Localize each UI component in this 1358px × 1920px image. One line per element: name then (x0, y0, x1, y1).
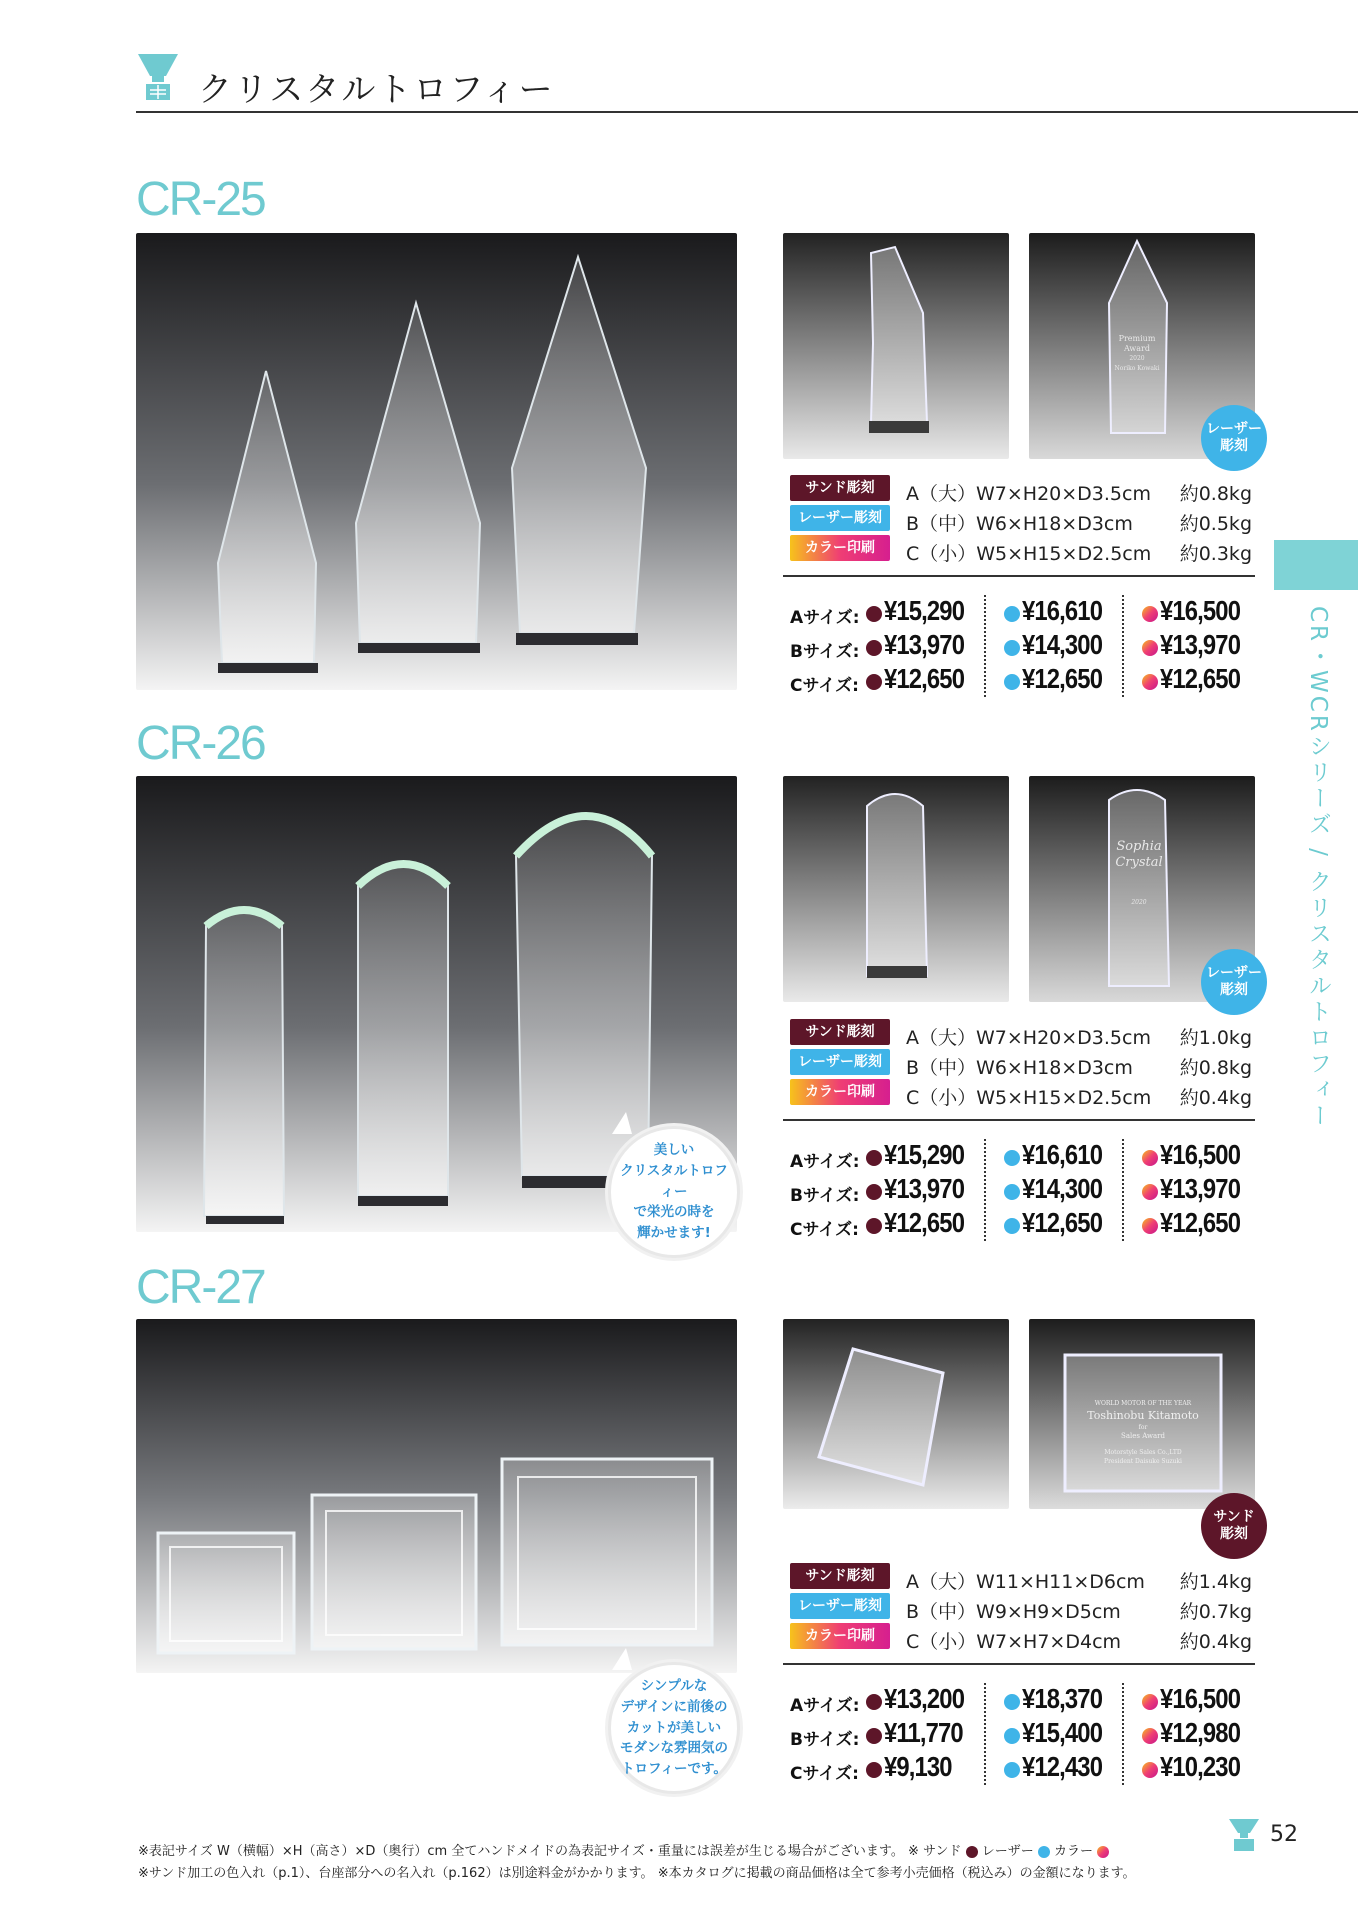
laser-engrave-badge: レーザー 彫刻 (1201, 405, 1267, 471)
spec-weight: 約0.4kg (1179, 1631, 1252, 1653)
speech-bubble: 美しい クリスタルトロフィー で栄光の時を 輝かせます! (608, 1126, 740, 1258)
price-label-a: Aサイズ: (790, 1696, 860, 1716)
footer-note-1 (138, 1840, 1109, 1859)
sand-dot-icon (866, 640, 882, 656)
product-photo-side (783, 1319, 1009, 1509)
product-photo-side (783, 233, 1009, 459)
price-separator (984, 1683, 986, 1785)
price-laser: ¥12,650 (1022, 1207, 1103, 1238)
laser-dot-icon (1004, 1150, 1020, 1166)
sand-dot-icon (866, 1218, 882, 1234)
laser-engrave-badge: レーザー彫刻 (790, 1593, 890, 1619)
product-photo-main (136, 1319, 737, 1673)
laser-engrave-badge: レーザー彫刻 (790, 1049, 890, 1075)
laser-dot-icon (1004, 1762, 1020, 1778)
price-sand: ¥12,650 (884, 663, 965, 694)
spec-size: C（小）W5×H15×D2.5cm (906, 543, 1152, 565)
model-title: CR-27 (136, 1261, 265, 1314)
color-dot-icon (1142, 640, 1158, 656)
side-tab-label: CR・WCRシリーズ / クリスタルトロフィー (1305, 606, 1331, 1130)
price-color: ¥12,650 (1160, 663, 1241, 694)
price-label-b: Bサイズ: (790, 642, 860, 662)
price-color: ¥13,970 (1160, 629, 1241, 660)
price-laser: ¥12,430 (1022, 1751, 1103, 1782)
price-laser: ¥16,610 (1022, 595, 1103, 626)
color-dot-icon (1142, 1218, 1158, 1234)
footer-note-text: ※表記サイズ W（横幅）×H（高さ）×D（奥行）cm 全てハンドメイドの為表記サイズ・重量には誤差が生じる場合がございます。 ※ サンド (138, 1844, 962, 1859)
spec-weight: 約1.0kg (1179, 1027, 1252, 1049)
price-sand: ¥13,970 (884, 629, 965, 660)
product-photo-engraved (1029, 1319, 1255, 1509)
sample-engraving-text: Premium (1118, 334, 1156, 343)
sand-dot-icon (866, 1694, 882, 1710)
laser-dot-icon (1004, 1694, 1020, 1710)
price-color: ¥16,500 (1160, 595, 1241, 626)
sand-engrave-badge: サンド彫刻 (790, 475, 890, 501)
spec-size: A（大）W7×H20×D3.5cm (906, 1027, 1151, 1049)
spec-divider (783, 1663, 1255, 1665)
spec-weight: 約1.4kg (1179, 1571, 1252, 1593)
footer-note-2: ※サンド加工の色入れ（p.1）、台座部分への名入れ（p.162）は別途料金がかかります。 ※本カタログに掲載の商品価格は全て参考小売価格（税込み）の金額になります。 (138, 1866, 1136, 1881)
product-photo-main (136, 233, 737, 690)
spec-divider (783, 575, 1255, 577)
price-laser: ¥14,300 (1022, 629, 1103, 660)
sample-engraving-text: WORLD MOTOR OF THE YEAR (1094, 1400, 1192, 1407)
price-separator (984, 595, 986, 697)
price-laser: ¥16,610 (1022, 1139, 1103, 1170)
spec-divider (783, 1119, 1255, 1121)
sand-engrave-badge: サンド彫刻 (790, 1019, 890, 1045)
laser-dot-icon (1004, 1218, 1020, 1234)
sand-dot-icon (866, 1150, 882, 1166)
sample-engraving-text: for (1138, 1424, 1148, 1431)
price-color: ¥10,230 (1160, 1751, 1241, 1782)
sample-engraving-text: President Daisuke Suzuki (1104, 1458, 1182, 1465)
color-dot-icon (1142, 1694, 1158, 1710)
price-label-a: Aサイズ: (790, 1152, 860, 1172)
price-separator (984, 1139, 986, 1241)
price-label-c: Cサイズ: (790, 676, 859, 696)
laser-dot-icon (1004, 606, 1020, 622)
laser-dot-icon (1038, 1846, 1050, 1858)
price-label-a: Aサイズ: (790, 608, 860, 628)
legend-color-label: カラー (1053, 1844, 1093, 1859)
trophy-icon (1228, 1818, 1260, 1852)
header-rule (136, 111, 1358, 113)
color-print-badge: カラー印刷 (790, 535, 890, 561)
price-label-b: Bサイズ: (790, 1730, 860, 1750)
color-print-badge: カラー印刷 (790, 1623, 890, 1649)
sand-engrave-badge: サンド彫刻 (790, 1563, 890, 1589)
price-separator (1122, 1139, 1124, 1241)
speech-bubble-tail (612, 1112, 632, 1134)
price-sand: ¥13,970 (884, 1173, 965, 1204)
price-sand: ¥15,290 (884, 595, 965, 626)
sample-engraving-text: 2020 (1129, 355, 1145, 362)
spec-weight: 約0.3kg (1179, 543, 1252, 565)
legend-laser-label: レーザー (981, 1844, 1034, 1859)
color-dot-icon (1142, 606, 1158, 622)
sample-engraving-text: Toshinobu Kitamoto (1087, 1409, 1199, 1422)
price-laser: ¥14,300 (1022, 1173, 1103, 1204)
sample-engraving-text: Sales Award (1121, 1432, 1165, 1440)
spec-size: C（小）W5×H15×D2.5cm (906, 1087, 1152, 1109)
laser-dot-icon (1004, 674, 1020, 690)
price-label-b: Bサイズ: (790, 1186, 860, 1206)
page-number: 52 (1270, 1822, 1298, 1847)
sample-engraving-text: Sophia (1116, 839, 1162, 854)
spec-size: A（大）W7×H20×D3.5cm (906, 483, 1151, 505)
price-label-c: Cサイズ: (790, 1764, 859, 1784)
price-sand: ¥11,770 (884, 1717, 963, 1748)
spec-weight: 約0.4kg (1179, 1087, 1252, 1109)
spec-weight: 約0.8kg (1179, 1057, 1252, 1079)
side-tab-block (1274, 540, 1358, 590)
price-color: ¥16,500 (1160, 1683, 1241, 1714)
laser-engrave-badge: レーザー彫刻 (790, 505, 890, 531)
price-sand: ¥15,290 (884, 1139, 965, 1170)
spec-size: B（中）W9×H9×D5cm (906, 1601, 1121, 1623)
spec-size: B（中）W6×H18×D3cm (906, 513, 1133, 535)
spec-weight: 約0.7kg (1179, 1601, 1252, 1623)
price-separator (1122, 1683, 1124, 1785)
laser-engrave-badge: レーザー 彫刻 (1201, 949, 1267, 1015)
spec-weight: 約0.8kg (1179, 483, 1252, 505)
sand-dot-icon (966, 1846, 978, 1858)
color-dot-icon (1142, 1728, 1158, 1744)
laser-dot-icon (1004, 640, 1020, 656)
color-dot-icon (1142, 1150, 1158, 1166)
sand-dot-icon (866, 674, 882, 690)
trophy-icon (136, 52, 180, 102)
sample-engraving-text: Motorstyle Sales Co.,LTD (1104, 1449, 1182, 1456)
color-print-badge: カラー印刷 (790, 1079, 890, 1105)
laser-dot-icon (1004, 1184, 1020, 1200)
price-color: ¥16,500 (1160, 1139, 1241, 1170)
sand-dot-icon (866, 1728, 882, 1744)
product-photo-side (783, 776, 1009, 1002)
price-label-c: Cサイズ: (790, 1220, 859, 1240)
laser-dot-icon (1004, 1728, 1020, 1744)
price-color: ¥12,980 (1160, 1717, 1241, 1748)
price-laser: ¥15,400 (1022, 1717, 1103, 1748)
model-title: CR-26 (136, 717, 265, 770)
sand-dot-icon (866, 1762, 882, 1778)
sand-dot-icon (866, 606, 882, 622)
color-dot-icon (1097, 1846, 1109, 1858)
sample-engraving-text: Award (1124, 344, 1150, 353)
price-sand: ¥12,650 (884, 1207, 965, 1238)
price-sand: ¥9,130 (884, 1751, 952, 1782)
sample-engraving-text: Noriko Kowaki (1114, 365, 1160, 372)
price-color: ¥12,650 (1160, 1207, 1241, 1238)
color-dot-icon (1142, 674, 1158, 690)
spec-weight: 約0.5kg (1179, 513, 1252, 535)
spec-size: A（大）W11×H11×D6cm (906, 1571, 1145, 1593)
sand-dot-icon (866, 1184, 882, 1200)
price-laser: ¥12,650 (1022, 663, 1103, 694)
color-dot-icon (1142, 1184, 1158, 1200)
page-title: クリスタルトロフィー (198, 70, 555, 110)
price-sand: ¥13,200 (884, 1683, 965, 1714)
speech-bubble: シンプルな デザインに前後の カットが美しい モダンな雰囲気の トロフィーです。 (608, 1662, 740, 1794)
price-laser: ¥18,370 (1022, 1683, 1103, 1714)
price-color: ¥13,970 (1160, 1173, 1241, 1204)
sample-engraving-text: Crystal (1115, 855, 1163, 870)
color-dot-icon (1142, 1762, 1158, 1778)
spec-size: C（小）W7×H7×D4cm (906, 1631, 1122, 1653)
sample-engraving-text: 2020 (1131, 899, 1147, 906)
spec-size: B（中）W6×H18×D3cm (906, 1057, 1133, 1079)
price-separator (1122, 595, 1124, 697)
model-title: CR-25 (136, 173, 265, 226)
speech-bubble-tail (612, 1648, 632, 1670)
sand-engrave-badge: サンド 彫刻 (1201, 1493, 1267, 1559)
